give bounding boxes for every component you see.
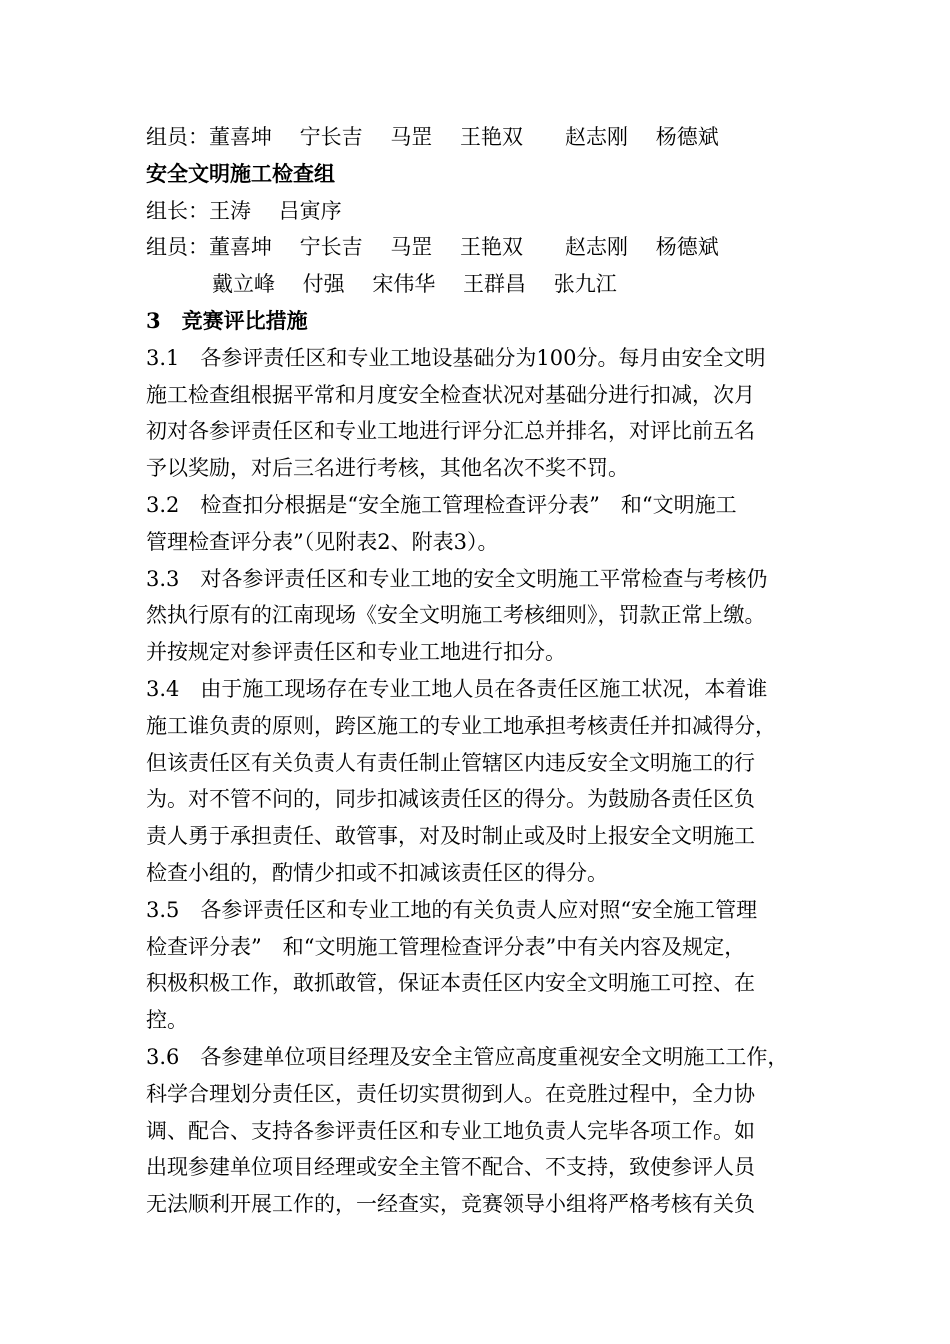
section-heading: 安全文明施工检查组 <box>146 160 335 186</box>
text-line: 检查评分表” 和“文明施工管理检查评分表”中有关内容及规定， <box>146 934 746 959</box>
text-line: 管理检查评分表”（见附表2、附表3）。 <box>146 529 499 554</box>
text-line: 组长：王涛 吕寅序 <box>146 198 342 223</box>
section-heading: 3 竞赛评比措施 <box>146 307 308 333</box>
text-line: 为。对不管不问的，同步扣减该责任区的得分。为鼓励各责任区负 <box>146 787 755 812</box>
text-line: 3.3 对各参评责任区和专业工地的安全文明施工平常检查与考核仍 <box>146 566 768 591</box>
text-line: 出现参建单位项目经理或安全主管不配合、不支持，致使参评人员 <box>146 1155 755 1180</box>
document-body <box>146 119 814 1223</box>
text-line: 施工谁负责的原则，跨区施工的专业工地承担考核责任并扣减得分， <box>146 713 776 738</box>
text-line: 3.4 由于施工现场存在专业工地人员在各责任区施工状况，本着谁 <box>146 676 768 701</box>
text-line: 3.1 各参评责任区和专业工地设基础分为100分。每月由安全文明 <box>146 345 766 370</box>
text-line: 控。 <box>146 1008 188 1033</box>
text-line: 调、配合、支持各参评责任区和专业工地负责人完毕各项工作。如 <box>146 1118 755 1143</box>
text-line: 责人勇于承担责任、敢管事，对及时制止或及时上报安全文明施工 <box>146 824 755 849</box>
text-line: 3.6 各参建单位项目经理及安全主管应高度重视安全文明施工工作， <box>146 1044 789 1069</box>
text-line: 组员：董喜坤 宁长吉 马罡 王艳双 赵志刚 杨德斌 <box>146 235 719 260</box>
text-line: 科学合理划分责任区，责任切实贯彻到人。在竞胜过程中，全力协 <box>146 1081 755 1106</box>
text-line: 3.5 各参评责任区和专业工地的有关负责人应对照“安全施工管理 <box>146 897 758 922</box>
text-line: 初对各参评责任区和专业工地进行评分汇总并排名，对评比前五名 <box>146 419 755 444</box>
text-line: 然执行原有的江南现场《安全文明施工考核细则》，罚款正常上缴。 <box>146 603 766 628</box>
text-line: 无法顺利开展工作的，一经查实，竞赛领导小组将严格考核有关负 <box>146 1192 755 1217</box>
text-line: 并按规定对参评责任区和专业工地进行扣分。 <box>146 640 566 665</box>
text-line: 组员：董喜坤 宁长吉 马罡 王艳双 赵志刚 杨德斌 <box>146 125 719 149</box>
text-line: 3.2 检查扣分根据是“安全施工管理检查评分表” 和“文明施工 <box>146 492 737 517</box>
text-line: 积极积极工作，敢抓敢管，保证本责任区内安全文明施工可控、在 <box>146 971 755 996</box>
text-line: 但该责任区有关负责人有责任制止管辖区内违反安全文明施工的行 <box>146 750 755 775</box>
text-line: 予以奖励，对后三名进行考核，其他名次不奖不罚。 <box>146 456 629 481</box>
text-line: 检查小组的，酌情少扣或不扣减该责任区的得分。 <box>146 860 608 885</box>
text-line: 施工检查组根据平常和月度安全检查状况对基础分进行扣减，次月 <box>146 382 755 407</box>
text-line: 戴立峰 付强 宋伟华 王群昌 张九江 <box>212 272 617 297</box>
